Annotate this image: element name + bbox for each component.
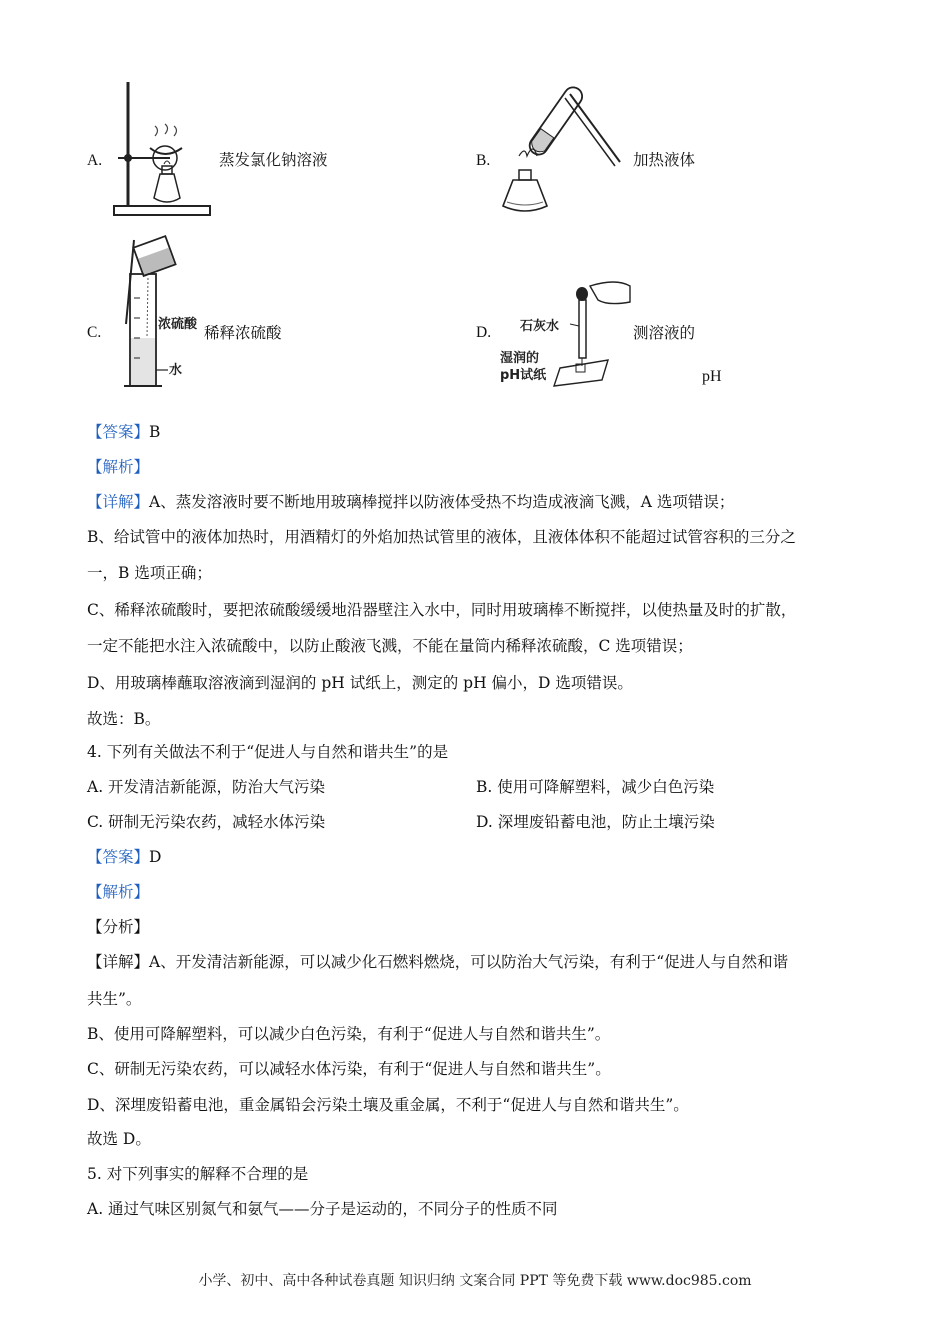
q4-conclusion: 故选 D。 bbox=[87, 1130, 151, 1148]
page-footer: 小学、初中、高中各种试卷真题 知识归纳 文案合同 PPT 等免费下载 www.doc985.com bbox=[198, 1273, 752, 1289]
q4-answer bbox=[87, 845, 161, 867]
option-b-letter: B. bbox=[476, 152, 491, 169]
option-a-letter: A. bbox=[87, 152, 103, 169]
q4-option-b: B. 使用可降解塑料，减少白色污染 bbox=[476, 778, 715, 796]
q4-detail-line-2: 共生”。 bbox=[87, 990, 142, 1008]
q3-detail-line-3: 一，B 选项正确； bbox=[87, 564, 212, 582]
q3-detail-line-1 bbox=[87, 490, 734, 512]
q3-detail-line-4: C、稀释浓硫酸时，要把浓硫酸缓缓地沿器壁注入水中，同时用玻璃棒不断搅拌，以使热量及时的扩散， bbox=[87, 601, 797, 619]
q4-detail-line-1 bbox=[87, 950, 788, 972]
option-d-caption-ph: pH bbox=[702, 368, 722, 385]
q4-fenxi-tag bbox=[87, 915, 149, 937]
dilute-acid-figure bbox=[112, 238, 207, 393]
q3-detail-line-6: D、用玻璃棒蘸取溶液滴到湿润的 pH 试纸上，测定的 pH 偏小，D 选项错误。 bbox=[87, 674, 633, 692]
q4-detail-line-5: D、深埋废铅蓄电池，重金属铅会污染土壤及重金属，不利于“促进人与自然和谐共生”。 bbox=[87, 1096, 689, 1114]
option-a-caption: 蒸发氯化钠溶液 bbox=[219, 151, 328, 169]
analysis-tag: 【解析】 bbox=[87, 458, 150, 476]
detail-text: A、开发清洁新能源，可以减少化石燃料燃烧，可以防治大气污染，有利于“促进人与自然和谐 bbox=[149, 953, 789, 971]
q5-stem: 5. 对下列事实的解释不合理的是 bbox=[87, 1165, 309, 1183]
q3-detail-line-2: B、给试管中的液体加热时，用酒精灯的外焰加热试管里的液体，且液体体积不能超过试管容积的三分之 bbox=[87, 528, 796, 546]
q3-detail-line-5: 一定不能把水注入浓硫酸中，以防止酸液飞溅，不能在量筒内稀释浓硫酸，C 选项错误； bbox=[87, 637, 693, 655]
label-water: 水 bbox=[169, 363, 183, 378]
evaporation-apparatus-figure bbox=[110, 78, 215, 220]
q5-option-a: A. 通过气味区别氮气和氨气——分子是运动的，不同分子的性质不同 bbox=[87, 1200, 558, 1218]
label-ph-paper: pH试纸 bbox=[500, 368, 547, 383]
q4-option-d: D. 深埋废铅蓄电池，防止土壤污染 bbox=[476, 813, 715, 831]
q4-option-a: A. 开发清洁新能源，防治大气污染 bbox=[87, 778, 326, 796]
option-c-caption: 稀释浓硫酸 bbox=[204, 324, 282, 342]
q4-analysis-tag bbox=[87, 880, 149, 902]
answer-value: D bbox=[149, 848, 162, 866]
option-b-caption: 加热液体 bbox=[633, 151, 696, 169]
answer-value: B bbox=[149, 423, 161, 441]
detail-text: A、蒸发溶液时要不断地用玻璃棒搅拌以防液体受热不均造成液滴飞溅，A 选项错误； bbox=[149, 493, 735, 511]
answer-tag: 【答案】 bbox=[87, 848, 150, 866]
q3-answer bbox=[87, 420, 160, 442]
detail-tag: 【详解】 bbox=[87, 493, 150, 511]
fenxi-tag: 【分析】 bbox=[87, 918, 150, 936]
label-limewater: 石灰水 bbox=[520, 319, 560, 334]
q4-stem: 4. 下列有关做法不利于“促进人与自然和谐共生”的是 bbox=[87, 743, 449, 761]
q3-analysis-tag bbox=[87, 455, 149, 477]
heating-liquid-figure bbox=[495, 84, 625, 216]
q3-conclusion: 故选：B。 bbox=[87, 710, 161, 728]
ph-test-figure bbox=[498, 280, 633, 388]
q4-option-c: C. 研制无污染农药，减轻水体污染 bbox=[87, 813, 326, 831]
q4-detail-line-3: B、使用可降解塑料，可以减少白色污染，有利于“促进人与自然和谐共生”。 bbox=[87, 1025, 611, 1043]
answer-tag: 【答案】 bbox=[87, 423, 150, 441]
detail-tag: 【详解】 bbox=[87, 953, 150, 971]
label-wet: 湿润的 bbox=[500, 351, 540, 366]
q4-detail-line-4: C、研制无污染农药，可以减轻水体污染，有利于“促进人与自然和谐共生”。 bbox=[87, 1060, 611, 1078]
label-conc-sulfuric-acid: 浓硫酸 bbox=[158, 317, 198, 332]
option-c-letter: C. bbox=[87, 324, 102, 341]
analysis-tag: 【解析】 bbox=[87, 883, 150, 901]
option-d-letter: D. bbox=[476, 324, 492, 341]
option-d-caption: 测溶液的 bbox=[633, 324, 696, 342]
